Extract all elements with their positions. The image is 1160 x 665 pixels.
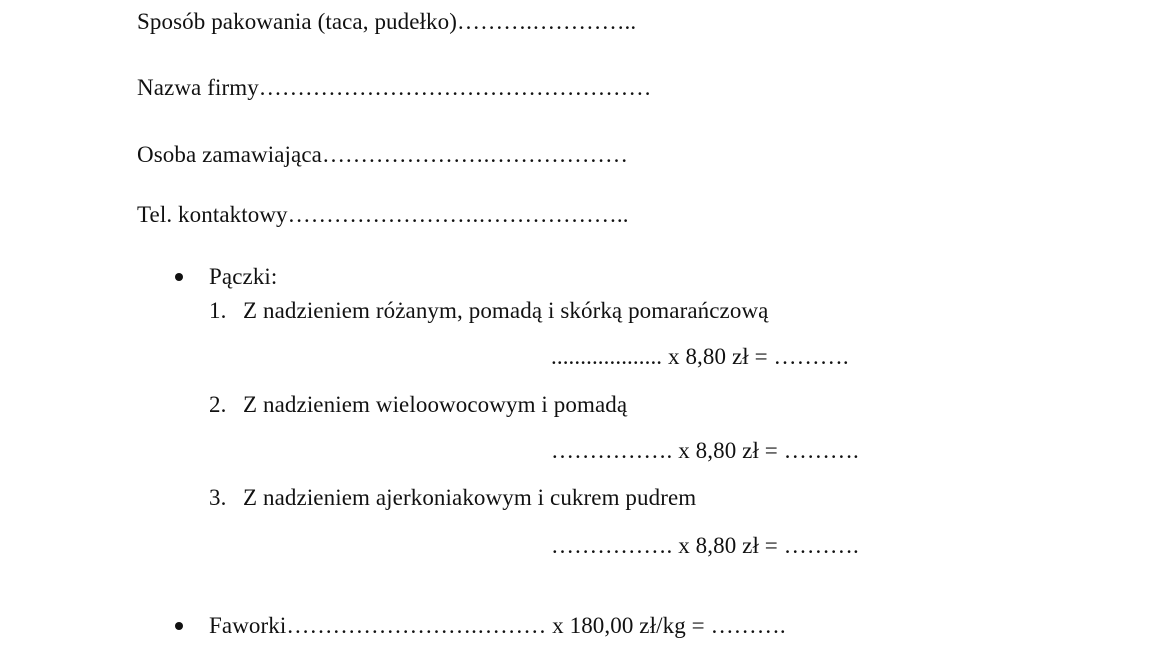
paczki-item-1 (209, 297, 769, 325)
faworki-line: Faworki…………………….……… x 180,00 zł/kg = ………. (209, 613, 786, 638)
bullet-icon (175, 273, 183, 281)
paczki-item-2 (209, 391, 627, 419)
paczki-heading: Pączki: (209, 264, 278, 289)
item-label: Z nadzieniem różanym, pomadą i skórką pomarańczową (243, 298, 769, 323)
paczki-item-3-calc: ……………. x 8,80 zł = ………. (551, 533, 859, 558)
item-label: Z nadzieniem wieloowocowym i pomadą (243, 392, 628, 417)
item-number: 1. (209, 298, 227, 323)
paczki-item-1-calc: ................... x 8,80 zł = ………. (551, 344, 849, 369)
field-packing-method: Sposób pakowania (taca, pudełko)……….………….. (137, 9, 637, 34)
item-number: 3. (209, 485, 227, 510)
field-company-name: Nazwa firmy…………………………………………… (137, 75, 652, 100)
item-label: Z nadzieniem ajerkoniakowym i cukrem pudrem (243, 485, 697, 510)
field-ordering-person: Osoba zamawiająca………………….……………… (137, 142, 629, 167)
paczki-item-3 (209, 484, 696, 512)
paczki-item-2-calc: ……………. x 8,80 zł = ………. (551, 438, 859, 463)
field-contact-phone: Tel. kontaktowy…………………….……………….. (137, 202, 629, 227)
item-number: 2. (209, 392, 227, 417)
bullet-icon (175, 622, 183, 630)
